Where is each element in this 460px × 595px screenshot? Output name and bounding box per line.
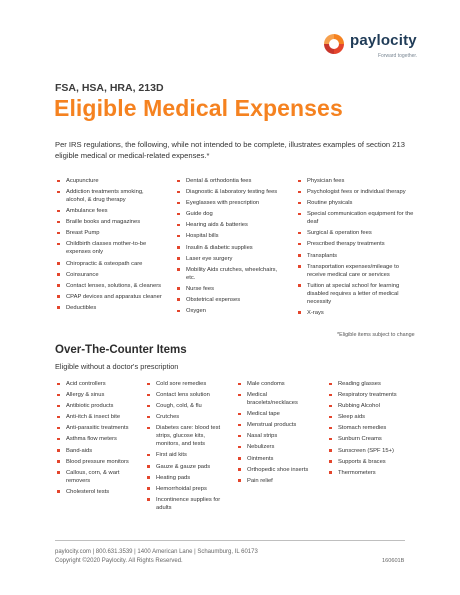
list-item: Diabetes care: blood test strips, glucose kits, monitors, and tests (145, 424, 227, 448)
brand-name: paylocity (350, 32, 417, 49)
list-item: Routine physicals (296, 199, 416, 207)
list-item: Sleep aids (327, 413, 412, 421)
list-item: Menstrual products (236, 421, 318, 429)
list-item: Guide dog (175, 210, 287, 218)
list-item: Callous, corn, & wart removers (55, 469, 135, 485)
list-item: Orthopedic shoe inserts (236, 466, 318, 474)
list-item: Physician fees (296, 177, 416, 185)
otc-list-column-2 (145, 380, 227, 515)
eligibility-footnote: *Eligible items subject to change (337, 332, 415, 338)
list-item: Ambulance fees (55, 207, 165, 215)
list-item: Medical bracelets/necklaces (236, 391, 318, 407)
otc-list-column-3 (236, 380, 318, 488)
list-item: Transplants (296, 252, 416, 260)
brand-tagline: Forward together. (378, 53, 418, 59)
list-item: Nasal strips (236, 432, 318, 440)
list-item: Male condoms (236, 380, 318, 388)
list-item: Acid controllers (55, 380, 135, 388)
list-item: Childbirth classes mother-to-be expenses only (55, 240, 165, 256)
paylocity-logo-icon (322, 32, 346, 56)
otc-subheading: Eligible without a doctor's prescription (55, 362, 179, 371)
list-item: Nebulizers (236, 443, 318, 451)
footer-contact: paylocity.com | 800.631.3539 | 1400 American Lane | Schaumburg, IL 60173 (55, 549, 258, 555)
otc-list-column-4 (327, 380, 412, 480)
list-item: Cough, cold, & flu (145, 402, 227, 410)
list-item: Cholesterol tests (55, 488, 135, 496)
list-item: Diagnostic & laboratory testing fees (175, 188, 287, 196)
list-item: Hearing aids & batteries (175, 221, 287, 229)
eligible-list-column-2 (175, 177, 287, 318)
list-item: CPAP devices and apparatus cleaner (55, 293, 165, 301)
list-item: Gauze & gauze pads (145, 463, 227, 471)
list-item: Acupuncture (55, 177, 165, 185)
list-item: Sunscreen (SPF 15+) (327, 447, 412, 455)
list-item: Oxygen (175, 307, 287, 315)
list-item: Pain relief (236, 477, 318, 485)
list-item: Eyeglasses with prescription (175, 199, 287, 207)
list-item: Special communication equipment for the deaf (296, 210, 416, 226)
footer-divider (55, 540, 405, 541)
list-item: Incontinence supplies for adults (145, 496, 227, 512)
list-item: Stomach remedies (327, 424, 412, 432)
list-item: Nurse fees (175, 285, 287, 293)
list-item: Blood pressure monitors (55, 458, 135, 466)
eligible-list-column-1 (55, 177, 165, 315)
list-item: Respiratory treatments (327, 391, 412, 399)
list-item: Antibiotic products (55, 402, 135, 410)
list-item: Anti-parasitic treatments (55, 424, 135, 432)
paylocity-logo (322, 28, 442, 64)
list-item: Ointments (236, 455, 318, 463)
list-item: Dental & orthodontia fees (175, 177, 287, 185)
list-item: Laser eye surgery (175, 255, 287, 263)
list-item: Hospital bills (175, 232, 287, 240)
list-item: Tuition at special school for learning disabled requires a letter of medical necessity (296, 282, 416, 306)
list-item: X-rays (296, 309, 416, 317)
list-item: Chiropractic & osteopath care (55, 260, 165, 268)
page-title: Eligible Medical Expenses (54, 95, 343, 121)
list-item: Supports & braces (327, 458, 412, 466)
list-item: Anti-itch & insect bite (55, 413, 135, 421)
document-code: 160601B (382, 558, 405, 564)
list-item: Insulin & diabetic supplies (175, 244, 287, 252)
list-item: Psychologist fees or individual therapy (296, 188, 416, 196)
list-item: Medical tape (236, 410, 318, 418)
list-item: First aid kits (145, 451, 227, 459)
intro-paragraph: Per IRS regulations, the following, while not intended to be complete, illustrates examples of section 213 eligible medical or medical-related expenses.* (55, 140, 405, 160)
list-item: Prescribed therapy treatments (296, 240, 416, 248)
list-item: Allergy & sinus (55, 391, 135, 399)
list-item: Mobility Aids crutches, wheelchairs, etc. (175, 266, 287, 282)
list-item: Coinsurance (55, 271, 165, 279)
footer-copyright: Copyright ©2020 Paylocity. All Rights Reserved. (55, 558, 183, 564)
list-item: Contact lenses, solutions, & cleaners (55, 282, 165, 290)
otc-list-column-1 (55, 380, 135, 499)
list-item: Sunburn Creams (327, 435, 412, 443)
list-item: Transportation expenses/mileage to receive medical care or services (296, 263, 416, 279)
list-item: Contact lens solution (145, 391, 227, 399)
list-item: Crutches (145, 413, 227, 421)
list-item: Surgical & operation fees (296, 229, 416, 237)
eligible-list-column-3 (296, 177, 416, 320)
list-item: Addiction treatments smoking, alcohol, & drug therapy (55, 188, 165, 204)
list-item: Thermometers (327, 469, 412, 477)
list-item: Obstetrical expenses (175, 296, 287, 304)
list-item: Breast Pump (55, 229, 165, 237)
list-item: Cold sore remedies (145, 380, 227, 388)
list-item: Reading glasses (327, 380, 412, 388)
list-item: Braille books and magazines (55, 218, 165, 226)
list-item: Rubbing Alcohol (327, 402, 412, 410)
otc-heading: Over-The-Counter Items (55, 344, 187, 356)
list-item: Band-aids (55, 447, 135, 455)
document-kicker: FSA, HSA, HRA, 213D (55, 82, 164, 94)
list-item: Heating pads (145, 474, 227, 482)
list-item: Hemorrhoidal preps (145, 485, 227, 493)
list-item: Asthma flow meters (55, 435, 135, 443)
list-item: Deductibles (55, 304, 165, 312)
